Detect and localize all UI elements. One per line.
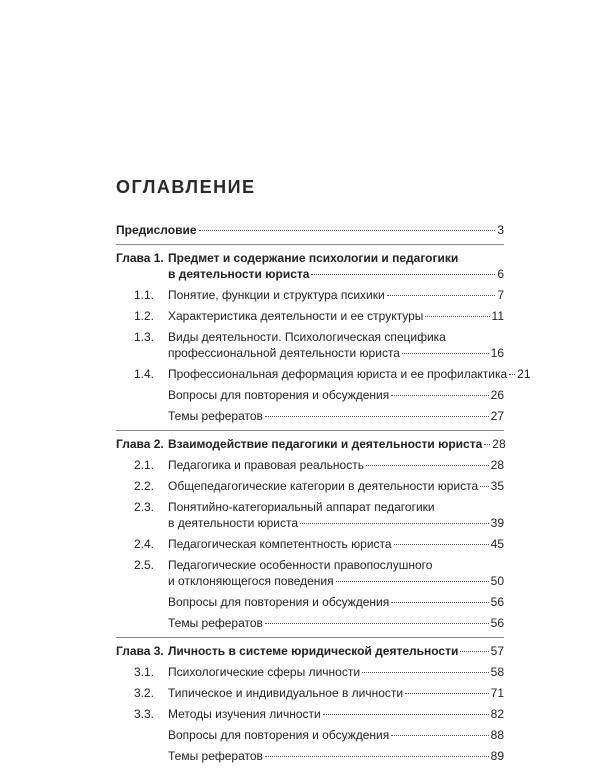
page-number: 35: [490, 479, 504, 493]
dot-leader: [323, 714, 489, 715]
section-title-line: Вопросы для повторения и обсуждения: [168, 388, 390, 402]
page-number: 27: [490, 409, 504, 423]
chapter-divider: [116, 244, 504, 245]
dot-leader: [405, 693, 489, 694]
page-number: 16: [490, 346, 504, 360]
toc-entry-section[interactable]: [116, 685, 504, 701]
section-title-line: Темы рефератов: [168, 616, 263, 630]
section-title-line: Темы рефератов: [168, 409, 263, 423]
toc-entry-section[interactable]: [116, 499, 504, 531]
dot-leader: [366, 465, 489, 466]
page-number: 88: [490, 728, 504, 742]
dot-leader: [484, 444, 490, 445]
toc-entry-section[interactable]: [116, 664, 504, 680]
table-of-contents: [116, 222, 531, 769]
page-number: 50: [490, 574, 504, 588]
section-title-line: Вопросы для повторения и обсуждения: [168, 595, 390, 609]
dot-leader: [336, 581, 489, 582]
section-title-line: Понятийно-категориальный аппарат педагогики: [168, 500, 435, 514]
page-number: 28: [490, 458, 504, 472]
page-number: 57: [490, 644, 504, 658]
dot-leader: [265, 416, 489, 417]
dot-leader: [265, 756, 489, 757]
section-number: 2.5.: [133, 558, 154, 572]
page-number: 71: [490, 686, 504, 700]
page-number: 7: [497, 288, 504, 302]
section-number: 1.3.: [133, 330, 154, 344]
page-number: 21: [517, 367, 531, 381]
section-title-line: Педагогические особенности правопослушного: [168, 558, 433, 572]
section-number: 3.3.: [133, 707, 154, 721]
page-number: 89: [490, 749, 504, 763]
dot-leader: [394, 544, 489, 545]
page-number: 26: [490, 388, 504, 402]
toc-entry-section[interactable]: [116, 387, 504, 403]
dot-leader: [391, 395, 488, 396]
dot-leader: [300, 523, 489, 524]
page-number: 58: [490, 665, 504, 679]
section-title-line: Педагогика и правовая реальность: [168, 458, 364, 472]
chapter-number: Глава 1.: [116, 251, 164, 265]
toc-entry-section[interactable]: [116, 366, 531, 382]
page-number: 56: [490, 616, 504, 630]
page-number: 28: [492, 437, 506, 451]
toc-entry-section[interactable]: [116, 557, 504, 589]
toc-entry-section[interactable]: [116, 478, 504, 494]
section-number: 3.2.: [133, 686, 154, 700]
page-number: 82: [490, 707, 504, 721]
toc-entry-section[interactable]: [116, 308, 504, 324]
section-number: 2.2.: [133, 479, 154, 493]
page-number: 3: [497, 223, 504, 237]
chapter-title-line: Личность в системе юридической деятельности: [168, 644, 459, 658]
page-number: 45: [490, 537, 504, 551]
section-title-line: Темы рефератов: [168, 749, 263, 763]
section-number: 2.1.: [133, 458, 154, 472]
section-title-line: Понятие, функции и структура психики: [168, 288, 385, 302]
section-title-line: Психологические сферы личности: [168, 665, 361, 679]
dot-leader: [311, 274, 495, 275]
toc-entry-chapter[interactable]: [116, 643, 504, 659]
chapter-divider: [116, 637, 504, 638]
dot-leader: [391, 602, 488, 603]
section-title-line: Педагогическая компетентность юриста: [168, 537, 392, 551]
section-number: 1.1.: [133, 288, 154, 302]
section-title-line: и отклоняющегося поведения: [168, 574, 334, 588]
toc-title: ОГЛАВЛЕНИЕ: [116, 177, 256, 197]
dot-leader: [199, 230, 496, 231]
chapter-divider: [116, 430, 504, 431]
toc-entry-chapter[interactable]: [116, 250, 504, 282]
section-number: 3.1.: [133, 665, 154, 679]
section-title-line: в деятельности юриста: [168, 516, 299, 530]
toc-entry-chapter[interactable]: [116, 436, 504, 452]
toc-entry-section[interactable]: [116, 594, 504, 610]
toc-entry-section[interactable]: [116, 287, 504, 303]
dot-leader: [387, 295, 496, 296]
dot-leader: [480, 486, 489, 487]
section-title-line: Методы изучения личности: [168, 707, 321, 721]
chapter-title-line: Взаимодействие педагогики и деятельности юриста: [168, 437, 483, 451]
toc-entry-section[interactable]: [116, 727, 504, 743]
chapter-title-line: Предмет и содержание психологии и педагогики: [168, 251, 459, 265]
section-title-line: Характеристика деятельности и ее структуры: [168, 309, 424, 323]
section-number: 1.2.: [133, 309, 154, 323]
toc-entry-section[interactable]: [116, 457, 504, 473]
section-title-line: Профессиональная деформация юриста и ее профилактика: [168, 367, 508, 381]
section-title-line: Вопросы для повторения и обсуждения: [168, 728, 390, 742]
dot-leader: [391, 735, 488, 736]
section-number: 2.4.: [133, 537, 154, 551]
chapter-number: Глава 3.: [116, 644, 164, 658]
section-title-line: профессиональной деятельности юриста: [168, 346, 400, 360]
section-number: 2.3.: [133, 500, 154, 514]
toc-entry-section[interactable]: [116, 706, 504, 722]
section-title-line: Общепедагогические категории в деятельности юриста: [168, 479, 479, 493]
dot-leader: [460, 651, 488, 652]
toc-entry-section[interactable]: [116, 748, 504, 764]
page-number: 39: [490, 516, 504, 530]
page-number: 6: [497, 267, 504, 281]
page-number: 56: [490, 595, 504, 609]
section-title-line: Виды деятельности. Психологическая специфика: [168, 330, 446, 344]
toc-entry-preface[interactable]: [116, 222, 504, 238]
dot-leader: [265, 623, 489, 624]
toc-entry-section[interactable]: [116, 536, 504, 552]
dot-leader: [425, 316, 489, 317]
toc-entry-section[interactable]: [116, 408, 504, 424]
chapter-title-line: в деятельности юриста: [168, 267, 310, 281]
page-number: 11: [491, 309, 504, 323]
section-number: 1.4.: [133, 367, 154, 381]
dot-leader: [402, 353, 489, 354]
toc-entry-section[interactable]: [116, 615, 504, 631]
section-title-line: Типическое и индивидуальное в личности: [168, 686, 404, 700]
dot-leader: [362, 672, 489, 673]
chapter-number: Глава 2.: [116, 437, 164, 451]
preface-label: Предисловие: [116, 223, 197, 237]
chapters-list: [116, 244, 531, 764]
toc-entry-section[interactable]: [116, 329, 504, 361]
dot-leader: [509, 374, 515, 375]
